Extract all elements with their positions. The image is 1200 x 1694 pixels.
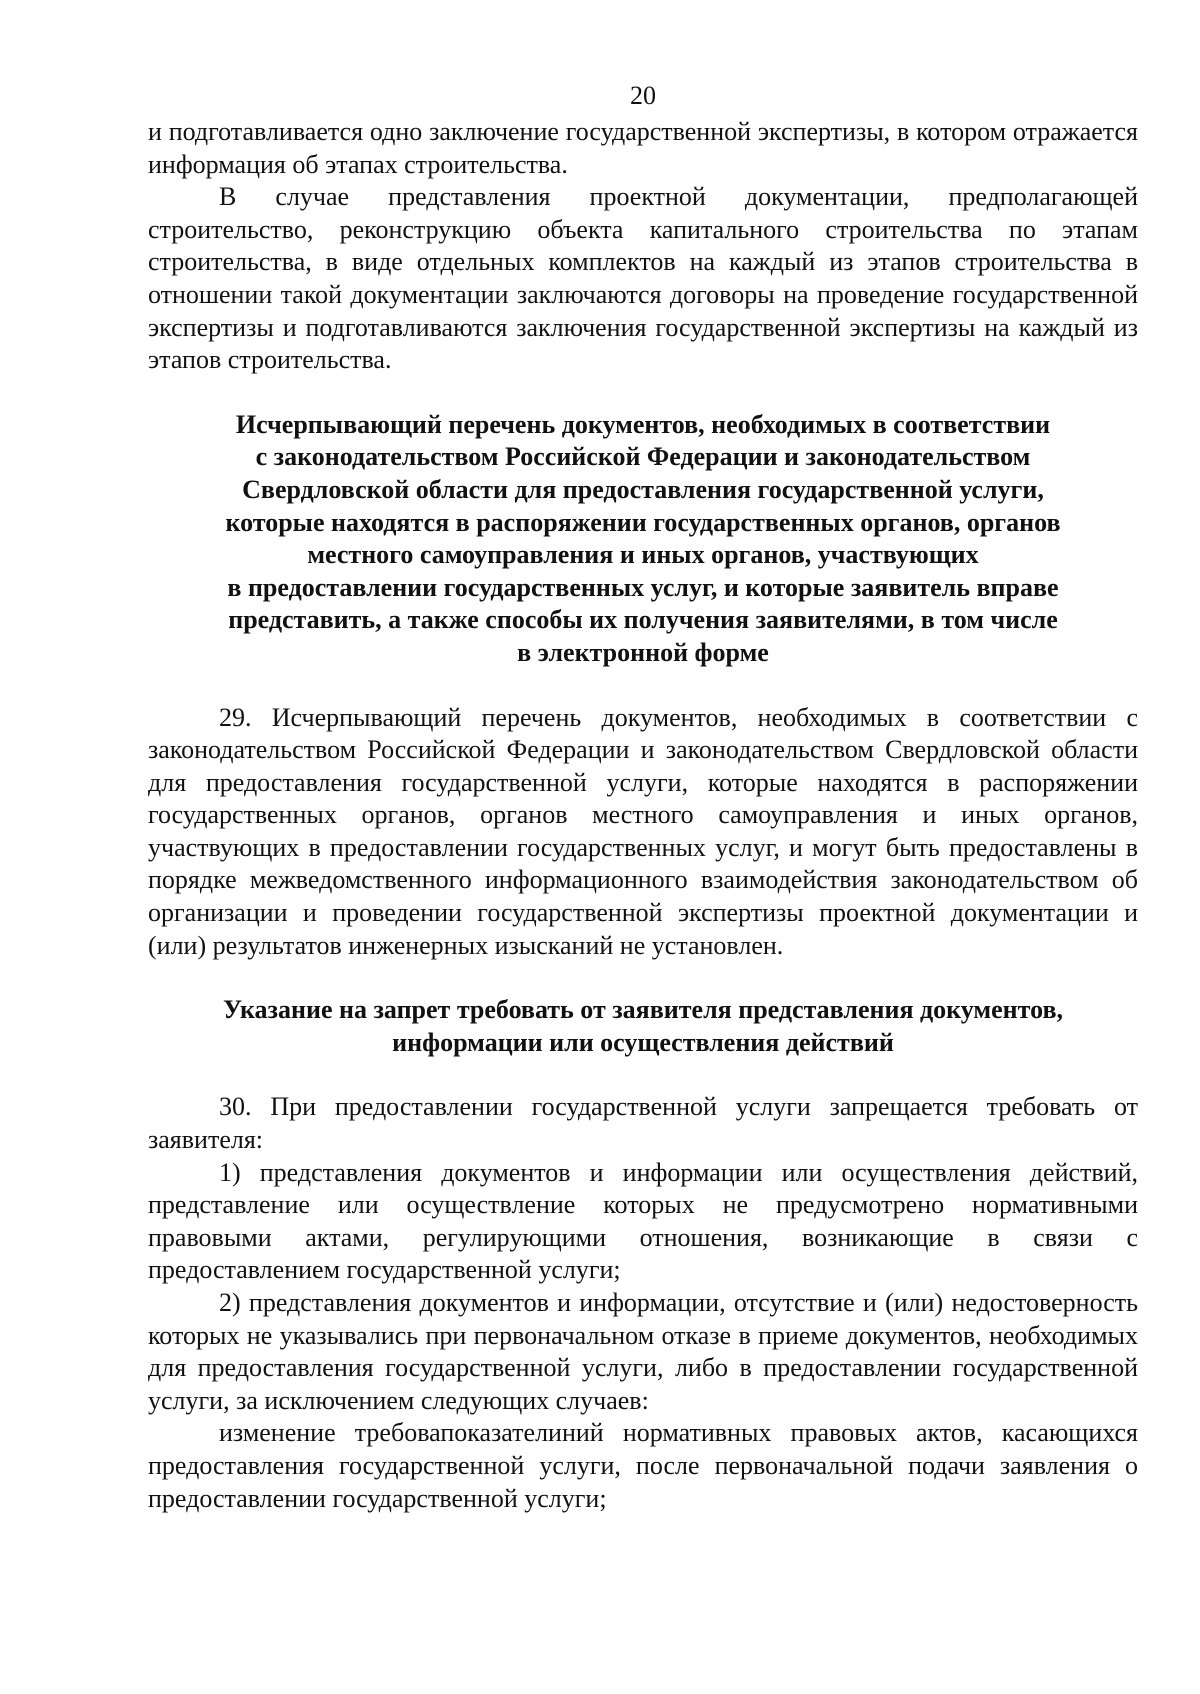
paragraph-30-item-2: 2) представления документов и информации, отсутствие и (или) недостоверность которых не указывались при первоначальном отказе в приеме документов, необходимых для предоставления государственной услуги, либо в предоставлении государственной услуги, за исключением следующих случаев: (148, 1288, 1138, 1415)
paragraph-30: 30. При предоставлении государственной услуги запрещается требовать от заявителя: (148, 1092, 1138, 1155)
paragraph-construction-stages: В случае представления проектной документации, предполагающей строительство, реконструкцию объекта капитального строительства по этапам строительства, в виде отдельных комплектов на каждый из этапов строительства в отношении такой документации заключаются договоры на проведение государственной экспертизы и подготавливаются заключения государственной экспертизы на каждый из этапов строительства. (148, 182, 1138, 375)
paragraph-30-item-1: 1) представления документов и информации или осуществления действий, представление или осуществление которых не предусмотрено нормативными правовыми актами, регулирующими отношения, возникающие в связи с предоставлением государственной услуги; (148, 1157, 1138, 1285)
paragraph-continuation: и подготавливается одно заключение государственной экспертизы, в котором отражается информация об этапах строительства. (148, 117, 1138, 179)
page-number: 20 (630, 81, 656, 110)
paragraph-30-item-2-case: изменение требовапоказателиний нормативных правовых актов, касающихся предоставления государственной услуги, после первоначальной подачи заявления о предоставлении государственной услуги; (148, 1418, 1138, 1513)
section-heading-prohibition: Указание на запрет требовать от заявителя представления документов, информации или осуществления действий (223, 995, 1063, 1057)
section-heading-documents-list: Исчерпывающий перечень документов, необходимых в соответствии с законодательством Российской Федерации и законодательством Свердловской области для предоставления государственной услуги, которые находятся в распоряжении государственных органов, органов местного самоуправления и иных органов, участвующих в предоставлении государственных услуг, и которые заявитель вправе представить, а также способы их получения заявителями, в том числе в электронной форме (225, 409, 1061, 667)
document-page (148, 80, 1138, 1515)
paragraph-29: 29. Исчерпывающий перечень документов, необходимых в соответствии с законодательством Российской Федерации и законодательством Свердловской области для предоставления государственной услуги, которые находятся в распоряжении государственных органов, органов местного самоуправления и иных органов, участвующих в предоставлении государственных услуг, и могут быть предоставлены в порядке межведомственного информационного взаимодействия законодательством об организации и проведении государственной экспертизы проектной документации и (или) результатов инженерных изысканий не установлен. (148, 702, 1138, 960)
